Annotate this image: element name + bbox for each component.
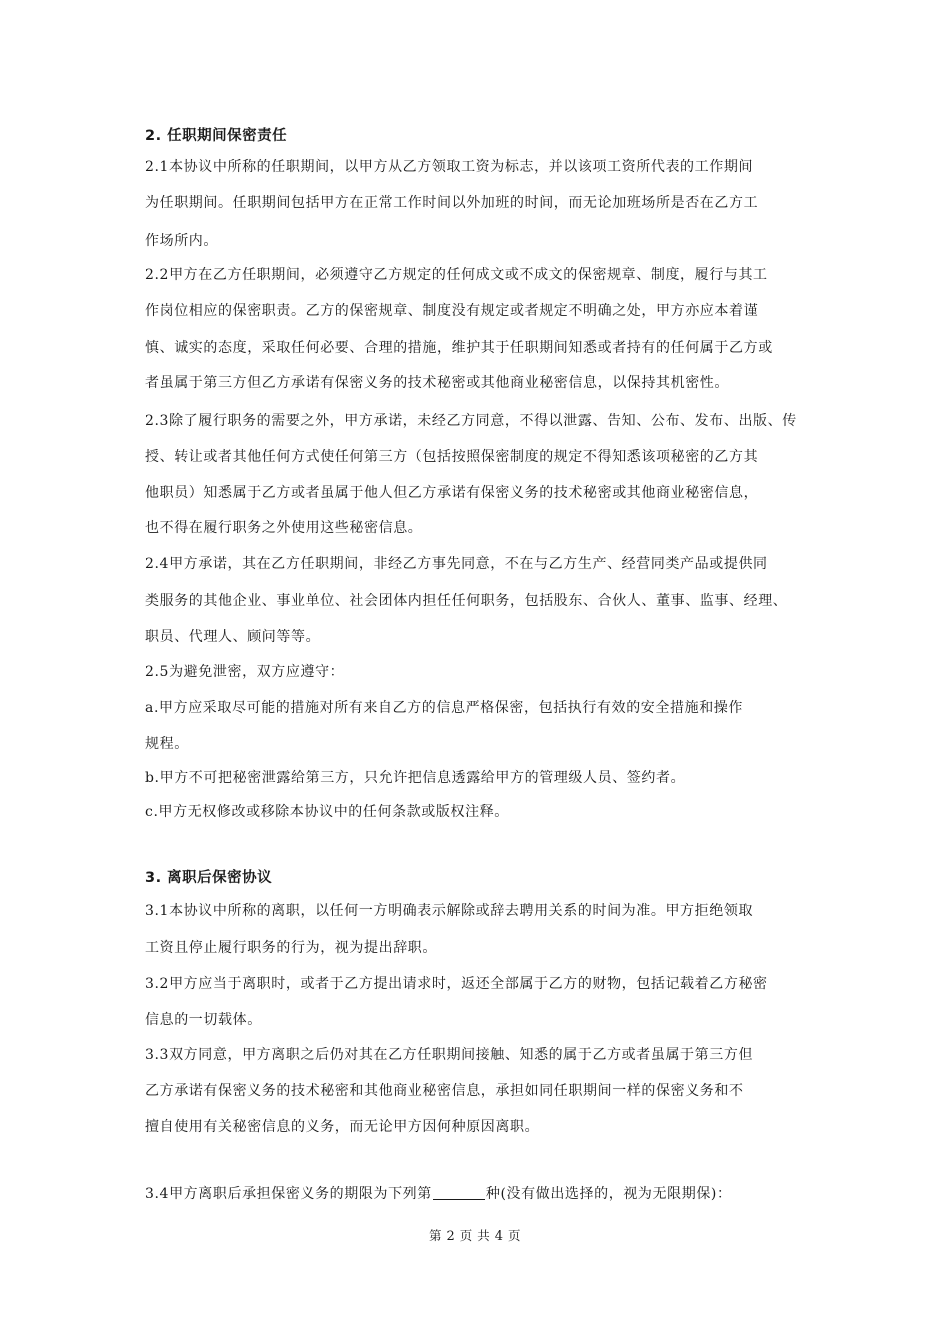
paragraph-line: 类服务的其他企业、事业单位、社会团体内担任任何职务，包括股东、合伙人、董事、监事、经理、 [145,593,788,609]
paragraph-line: c.甲方无权修改或移除本协议中的任何条款或版权注释。 [145,804,509,820]
paragraph-line: 2.4甲方承诺，其在乙方任职期间，非经乙方事先同意，不在与乙方生产、经营同类产品或提供同 [145,556,768,572]
paragraph-line: 2.3除了履行职务的需要之外，甲方承诺，未经乙方同意，不得以泄露、告知、公布、发布、出版、传 [145,413,797,429]
footer-prefix: 第 [428,1228,442,1243]
footer-suffix: 页 [507,1228,521,1243]
total-pages-number: 4 [494,1229,504,1244]
paragraph-line: 3.2甲方应当于离职时，或者于乙方提出请求时，返还全部属于乙方的财物，包括记载着乙方秘密 [145,976,768,992]
paragraph-line: 也不得在履行职务之外使用这些秘密信息。 [145,520,423,536]
paragraph-line: 作岗位相应的保密职责。乙方的保密规章、制度没有规定或者规定不明确之处，甲方亦应本着谨 [145,303,759,319]
paragraph-line: 2.1本协议中所称的任职期间，以甲方从乙方领取工资为标志，并以该项工资所代表的工作期间 [145,159,754,175]
paragraph-line: 者虽属于第三方但乙方承诺有保密义务的技术秘密或其他商业秘密信息，以保持其机密性。 [145,375,729,391]
section-3-heading: 3. 离职后保密协议 [145,870,273,886]
paragraph-line: 2.2甲方在乙方任职期间，必须遵守乙方规定的任何成文或不成文的保密规章、制度，履行与其工 [145,267,768,283]
term-choice-blank[interactable] [433,1185,485,1200]
paragraph-line: 信息的一切载体。 [145,1012,262,1028]
paragraph-line: 职员、代理人、顾问等等。 [145,629,321,645]
current-page-number: 2 [446,1229,456,1244]
paragraph-line: 3.1本协议中所称的离职，以任何一方明确表示解除或辞去聘用关系的时间为准。甲方拒绝领取 [145,903,754,919]
term-selection-suffix: 种(没有做出选择的，视为无限期保)： [485,1186,732,1202]
paragraph-line: 工资且停止履行职务的行为，视为提出辞职。 [145,940,437,956]
footer-middle: 页 共 [459,1228,491,1243]
paragraph-line: 3.3双方同意，甲方离职之后仍对其在乙方任职期间接触、知悉的属于乙方或者虽属于第三方但 [145,1047,754,1063]
paragraph-line: 擅自使用有关秘密信息的义务，而无论甲方因何种原因离职。 [145,1119,540,1135]
paragraph-line: 他职员）知悉属于乙方或者虽属于他人但乙方承诺有保密义务的技术秘密或其他商业秘密信息， [145,485,759,501]
paragraph-line: 授、转让或者其他任何方式使任何第三方（包括按照保密制度的规定不得知悉该项秘密的乙方其 [145,449,759,465]
paragraph-line: 慎、诚实的态度，采取任何必要、合理的措施，维护其于任职期间知悉或者持有的任何属于乙方或 [145,340,773,356]
section-2-heading: 2. 任职期间保密责任 [145,128,288,144]
paragraph-line: 作场所内。 [145,233,218,249]
term-selection-line [145,1183,732,1203]
paragraph-line: b.甲方不可把秘密泄露给第三方，只允许把信息透露给甲方的管理级人员、签约者。 [145,770,686,786]
paragraph-line: 为任职期间。任职期间包括甲方在正常工作时间以外加班的时间，而无论加班场所是否在乙方工 [145,195,759,211]
paragraph-line: 规程。 [145,736,189,752]
paragraph-line: 乙方承诺有保密义务的技术秘密和其他商业秘密信息，承担如同任职期间一样的保密义务和不 [145,1083,744,1099]
paragraph-line: a.甲方应采取尽可能的措施对所有来自乙方的信息严格保密，包括执行有效的安全措施和操作 [145,700,743,716]
page-footer [0,1226,950,1244]
paragraph-line: 2.5为避免泄密，双方应遵守： [145,664,345,680]
term-selection-prefix: 3.4甲方离职后承担保密义务的期限为下列第 [145,1186,432,1202]
